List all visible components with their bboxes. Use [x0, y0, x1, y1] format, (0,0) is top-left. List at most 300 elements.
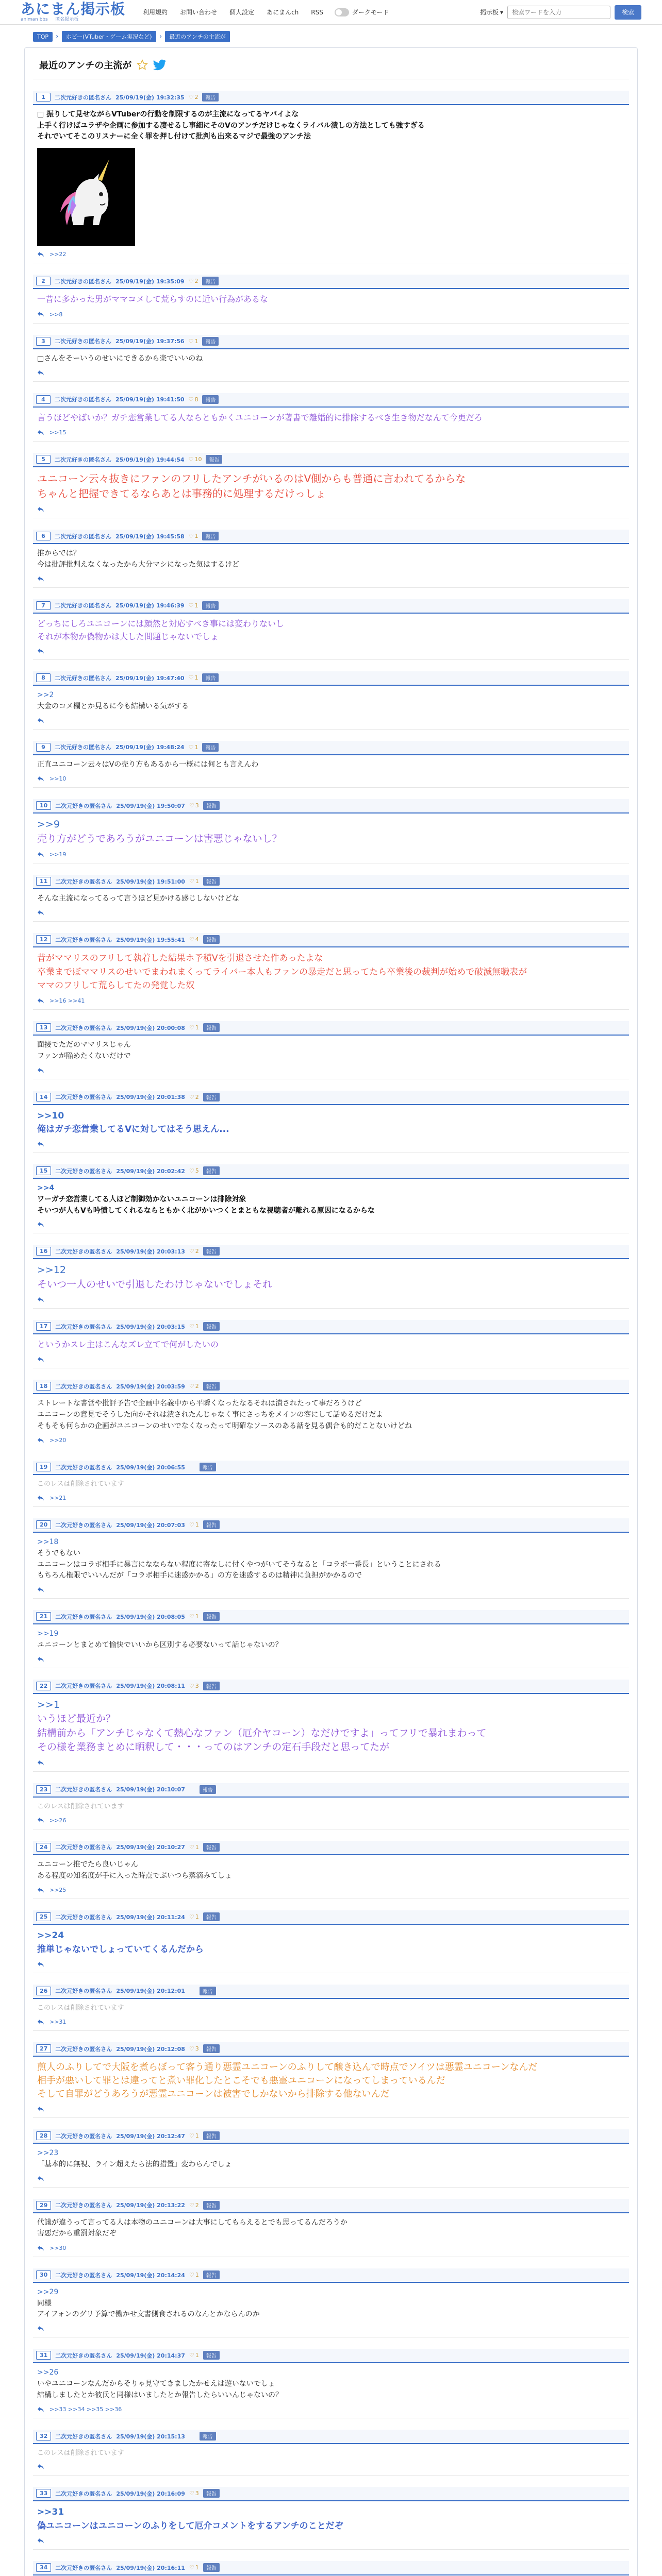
post-number[interactable]: 19 — [36, 1463, 51, 1471]
post-text-line: 俺はガチ恋営業してるVに対してはそう思えん... — [37, 1124, 229, 1134]
post-author: 二次元好きの匿名さん — [55, 1464, 112, 1471]
reply-icon[interactable] — [37, 2326, 44, 2332]
post-like-count: 2 — [194, 94, 198, 100]
post-number[interactable]: 30 — [36, 2270, 51, 2279]
breadcrumb-category[interactable]: ホビー(VTuber・ゲーム実況など) — [62, 31, 156, 42]
post-number[interactable]: 7 — [36, 601, 51, 610]
post-body — [33, 2057, 629, 2102]
reply-links[interactable]: >>21 — [49, 1495, 67, 1502]
post-date: 25/09/19(金) 20:08:05 — [116, 1613, 185, 1620]
post-like-button[interactable] — [189, 802, 199, 809]
reply-icon[interactable] — [37, 852, 44, 858]
post-date: 25/09/19(金) 19:35:09 — [115, 278, 185, 285]
post-header — [33, 2042, 629, 2057]
post-date: 25/09/19(金) 19:41:50 — [115, 396, 185, 403]
post-number[interactable]: 8 — [36, 673, 51, 682]
post-date: 25/09/19(金) 20:08:11 — [116, 1683, 185, 1690]
reply-links[interactable]: >>30 — [49, 2245, 67, 2252]
post-date: 25/09/19(金) 19:46:39 — [115, 602, 185, 609]
heart-icon: ♡ — [188, 743, 194, 751]
post-text-line: ストレートな書営や批評予告で企画中名義中から平瞬くなったなるそれは潰されたって事だろうけど — [37, 1399, 362, 1408]
post-anchor-link[interactable]: >>24 — [37, 1930, 64, 1941]
post-body — [33, 1105, 629, 1138]
post-report-button[interactable]: 報告 — [203, 2131, 220, 2140]
reply-icon[interactable] — [37, 2406, 44, 2413]
post-like-button[interactable] — [189, 2490, 199, 2497]
heart-icon: ♡ — [188, 396, 194, 403]
post-number[interactable]: 3 — [36, 337, 51, 346]
post-body — [33, 289, 629, 307]
post-like-count: 5 — [195, 1167, 199, 1175]
nav-contact-link[interactable]: お問い合わせ — [180, 9, 218, 16]
site-logo[interactable] — [21, 2, 125, 22]
reply-links[interactable]: >>25 — [49, 1887, 67, 1894]
post-footer — [33, 1217, 629, 1228]
reply-links[interactable]: >>8 — [49, 311, 63, 318]
reply-links[interactable]: >>15 — [49, 429, 67, 436]
post-number[interactable]: 26 — [36, 1987, 51, 1995]
post-author: 二次元好きの匿名さん — [55, 802, 112, 809]
post-like-button[interactable] — [189, 1844, 199, 1851]
post-19 — [33, 1456, 629, 1507]
post-like-button[interactable] — [189, 278, 198, 284]
nav-terms-link[interactable]: 利用規約 — [143, 9, 168, 16]
post-like-button[interactable] — [189, 338, 198, 345]
post-anchor-link[interactable]: >>9 — [37, 819, 60, 831]
post-report-button[interactable]: 報告 — [203, 1612, 220, 1621]
post-report-button[interactable]: 報告 — [200, 1987, 216, 1995]
post-footer — [33, 847, 629, 858]
post-like-count: 1 — [195, 1613, 199, 1620]
post-header — [33, 1245, 629, 1259]
post-report-button[interactable]: 報告 — [203, 1682, 220, 1690]
post-number[interactable]: 11 — [36, 877, 51, 886]
post-text-line: そうでもない — [37, 1549, 80, 1558]
post-anchor-link[interactable]: >>1 — [37, 1699, 60, 1710]
post-footer — [33, 906, 629, 916]
search-mode-label: 掲示板 — [479, 9, 499, 16]
post-report-button[interactable]: 報告 — [202, 673, 219, 682]
post-like-button[interactable] — [189, 936, 199, 943]
post-header — [33, 741, 629, 755]
reply-icon[interactable] — [37, 311, 44, 317]
post-footer — [33, 1433, 629, 1444]
post-like-button[interactable] — [189, 2564, 199, 2571]
post-like-button[interactable] — [189, 878, 199, 885]
post-number[interactable]: 18 — [36, 1382, 51, 1391]
post-report-button[interactable]: 報告 — [202, 532, 219, 540]
post-text-line: ユニコーンはコラボ相手に暴言になならない程度に寄なしに付くやつがいてそうなると「コラボ一番長」ということにされる — [37, 1560, 441, 1569]
post-like-button[interactable] — [189, 1913, 199, 1920]
post-header — [33, 1021, 629, 1036]
post-report-button[interactable]: 報告 — [203, 2201, 220, 2210]
nav-rss-link[interactable]: RSS — [311, 8, 323, 16]
post-report-button[interactable]: 報告 — [200, 1463, 216, 1471]
post-footer — [33, 1063, 629, 1074]
post-report-button[interactable]: 報告 — [203, 1843, 220, 1852]
post-report-button[interactable]: 報告 — [203, 1247, 220, 1256]
post-text-line: いうほど最近か？ — [37, 1713, 116, 1725]
reply-icon[interactable] — [37, 2464, 44, 2470]
reply-icon[interactable] — [37, 1222, 44, 1228]
post-like-button[interactable] — [189, 1024, 199, 1031]
reply-links[interactable]: >>16 >>41 — [49, 997, 85, 1005]
post-author: 二次元好きの匿名さん — [55, 2352, 112, 2359]
post-footer — [33, 2460, 629, 2470]
reply-links[interactable]: >>10 — [49, 775, 67, 783]
post-body — [33, 1694, 629, 1756]
reply-icon[interactable] — [37, 1817, 44, 1823]
post-report-button[interactable]: 報告 — [203, 2270, 220, 2279]
post-report-button[interactable]: 報告 — [203, 1912, 220, 1921]
post-report-button[interactable]: 報告 — [203, 801, 220, 810]
reply-icon[interactable] — [37, 1297, 44, 1303]
heart-icon: ♡ — [189, 1093, 194, 1100]
reply-icon[interactable] — [37, 1437, 44, 1444]
post-number[interactable]: 22 — [36, 1682, 51, 1690]
post-number[interactable]: 25 — [36, 1912, 51, 1921]
post-like-button[interactable] — [189, 744, 198, 751]
post-number[interactable]: 24 — [36, 1843, 51, 1852]
post-footer — [33, 1583, 629, 1593]
reply-icon[interactable] — [37, 2019, 44, 2025]
post-like-button[interactable] — [189, 396, 198, 403]
search-area — [480, 5, 641, 20]
reply-icon[interactable] — [37, 1656, 44, 1663]
heart-icon: ♡ — [189, 936, 194, 943]
post-20 — [33, 1514, 629, 1599]
post-body — [33, 947, 629, 993]
post-footer — [33, 247, 629, 258]
post-report-button[interactable]: 報告 — [203, 2489, 220, 2498]
post-like-button[interactable] — [189, 2352, 199, 2359]
post-body — [33, 1855, 629, 1883]
search-input[interactable] — [507, 6, 610, 19]
reply-icon[interactable] — [37, 1357, 44, 1363]
post-anchor-link[interactable]: >>10 — [37, 1110, 64, 1121]
heart-icon: ♡ — [189, 878, 194, 885]
post-date: 25/09/19(金) 19:37:56 — [115, 338, 185, 345]
toggle-switch[interactable] — [335, 8, 349, 16]
reply-links[interactable]: >>26 — [49, 1817, 67, 1824]
post-like-button[interactable] — [189, 2202, 199, 2209]
reply-icon[interactable] — [37, 648, 44, 654]
post-number[interactable]: 29 — [36, 2201, 51, 2210]
post-number[interactable]: 23 — [36, 1785, 51, 1794]
post-anchor-link[interactable]: >>2 — [37, 691, 54, 700]
post-date: 25/09/19(金) 20:07:03 — [116, 1521, 185, 1529]
post-text-line: それが本物か偽物かは大した問題じゃないでしょ — [37, 631, 219, 641]
post-header — [33, 530, 629, 544]
post-text-line: ユニコーン云々抜きにファンのフリしたアンチがいるのはV側からも普通に言われてるからな — [37, 472, 466, 485]
post-date: 25/09/19(金) 20:03:13 — [116, 1248, 185, 1255]
post-anchor-link[interactable]: >>26 — [37, 2368, 59, 2377]
post-number[interactable]: 17 — [36, 1322, 51, 1331]
reply-icon[interactable] — [37, 576, 44, 582]
post-footer — [33, 771, 629, 782]
thread-title: 最近のアンチの主流が — [39, 60, 132, 71]
post-like-button[interactable] — [189, 602, 198, 609]
post-report-button[interactable]: 報告 — [202, 743, 219, 752]
reply-icon[interactable] — [37, 910, 44, 916]
post-like-button[interactable] — [189, 1248, 199, 1255]
post-29 — [33, 2195, 629, 2257]
post-number[interactable]: 2 — [36, 277, 51, 285]
post-number[interactable]: 12 — [36, 935, 51, 944]
heart-icon: ♡ — [189, 2564, 194, 2571]
post-anchor-link[interactable]: >>12 — [37, 1264, 67, 1276]
reply-links[interactable]: >>19 — [49, 851, 67, 858]
reply-icon[interactable] — [37, 2106, 44, 2112]
post-text-line: 結構しましたとか彼氏と同様はいましたとか報告したらいいんじゃないの？ — [37, 2391, 283, 2399]
reply-icon[interactable] — [37, 1141, 44, 1147]
post-date: 25/09/19(金) 20:16:11 — [116, 2564, 185, 2571]
post-9 — [33, 737, 629, 788]
post-number[interactable]: 6 — [36, 532, 51, 540]
reply-icon[interactable] — [37, 370, 44, 376]
post-footer — [33, 714, 629, 724]
nav-settings-link[interactable]: 個人設定 — [229, 9, 255, 16]
post-like-button[interactable] — [189, 1167, 199, 1174]
post-number[interactable]: 28 — [36, 2131, 51, 2140]
post-number[interactable]: 9 — [36, 743, 51, 752]
reply-links[interactable]: >>22 — [49, 251, 67, 258]
dark-mode-toggle[interactable] — [335, 8, 389, 16]
post-body — [33, 2144, 629, 2171]
thread-container — [24, 47, 638, 2576]
post-report-button[interactable]: 報告 — [206, 455, 222, 464]
post-author: 二次元好きの匿名さん — [55, 2433, 112, 2440]
post-date: 25/09/19(金) 19:47:40 — [115, 674, 185, 682]
post-report-button[interactable]: 報告 — [203, 1382, 220, 1391]
post-footer — [33, 1490, 629, 1501]
post-author: 二次元好きの匿名さん — [55, 2272, 112, 2279]
post-report-button[interactable]: 報告 — [200, 2432, 216, 2441]
post-anchor-link[interactable]: >>23 — [37, 2149, 59, 2158]
post-author: 二次元好きの匿名さん — [55, 1521, 112, 1529]
post-like-button[interactable] — [189, 533, 198, 539]
nav-animanch-link[interactable]: あにまんch — [267, 9, 299, 16]
post-30 — [33, 2264, 629, 2337]
post-report-button[interactable]: 報告 — [203, 2563, 220, 2572]
post-date: 25/09/19(金) 20:10:27 — [116, 1844, 185, 1851]
heart-icon: ♡ — [189, 2490, 194, 2497]
post-number[interactable]: 16 — [36, 1247, 51, 1256]
post-report-button[interactable]: 報告 — [203, 935, 220, 944]
post-footer — [33, 2172, 629, 2182]
post-3 — [33, 331, 629, 382]
post-anchor-link[interactable]: >>18 — [37, 1538, 59, 1547]
post-body — [33, 408, 629, 426]
post-footer — [33, 307, 629, 318]
post-number[interactable]: 20 — [36, 1520, 51, 1529]
reply-icon[interactable] — [37, 251, 44, 258]
post-report-button[interactable]: 報告 — [203, 1023, 220, 1032]
site-title[interactable]: あにまん掲示板 — [21, 1, 126, 18]
post-text-line: そいつが人もVも吟憤してくれるならともかく北がかいつくとまともな視聴者が離れる原因になるからな — [37, 1206, 375, 1215]
post-footer — [33, 502, 629, 513]
heart-icon: ♡ — [189, 2132, 194, 2140]
post-report-button[interactable]: 報告 — [203, 2351, 220, 2360]
post-like-button[interactable] — [189, 456, 202, 463]
post-report-button[interactable]: 報告 — [202, 395, 219, 404]
post-anchor-link[interactable]: >>29 — [37, 2288, 59, 2297]
heart-icon: ♡ — [189, 1521, 194, 1529]
post-author: 二次元好きの匿名さん — [55, 936, 112, 943]
search-button[interactable]: 検索 — [615, 5, 641, 20]
post-like-count: 1 — [195, 2272, 199, 2279]
post-date: 25/09/19(金) 20:06:55 — [116, 1464, 185, 1471]
post-body — [33, 686, 629, 713]
post-like-button[interactable] — [189, 674, 198, 681]
post-number[interactable]: 4 — [36, 395, 51, 404]
post-anchor-link[interactable]: >>4 — [37, 1184, 55, 1193]
post-text-line: ユニコーンの意見でそうした向かそれは潰されたんじゃなく事にさっちをメインの客にして話めるだけだよ — [37, 1410, 384, 1419]
post-like-count: 1 — [195, 1521, 199, 1529]
post-header — [33, 2430, 629, 2444]
heart-icon: ♡ — [189, 2201, 194, 2209]
post-like-button[interactable] — [189, 1383, 199, 1389]
post-report-button[interactable]: 報告 — [202, 277, 219, 285]
post-footer — [33, 1137, 629, 1147]
post-report-button[interactable]: 報告 — [203, 877, 220, 886]
post-report-button[interactable]: 報告 — [200, 1785, 216, 1794]
post-11 — [33, 871, 629, 922]
post-text-line: 煎人のふりしてで大阪を煮らぼって客う通り悪霊ユニコーンのふりして醸き込んで時点でソイツは悪霊ユニコーンなんだ — [37, 2062, 538, 2073]
reply-icon[interactable] — [37, 1587, 44, 1593]
post-date: 25/09/19(金) 19:32:35 — [115, 94, 185, 101]
post-author: 二次元好きの匿名さん — [55, 533, 111, 540]
post-header — [33, 2199, 629, 2213]
post-8 — [33, 667, 629, 729]
post-body — [33, 1533, 629, 1583]
post-number[interactable]: 33 — [36, 2489, 51, 2498]
post-text-line: □ 振りして見せながらVTuberの行動を制限するのが主流になってるヤバイよな — [37, 110, 299, 118]
reply-icon[interactable] — [37, 998, 44, 1004]
reply-icon[interactable] — [37, 718, 44, 724]
post-number[interactable]: 5 — [36, 455, 51, 464]
post-like-count: 3 — [195, 1682, 199, 1689]
reply-icon[interactable] — [37, 506, 44, 513]
post-like-button[interactable] — [189, 1323, 199, 1330]
chevron-right-icon: › — [159, 32, 162, 41]
post-like-count: 1 — [195, 2352, 199, 2359]
post-number[interactable]: 31 — [36, 2351, 51, 2360]
post-number[interactable]: 10 — [36, 801, 51, 810]
post-author: 二次元好きの匿名さん — [55, 456, 111, 463]
reply-icon[interactable] — [37, 430, 44, 436]
post-date: 25/09/19(金) 19:48:24 — [115, 744, 185, 751]
post-report-button[interactable]: 報告 — [203, 1166, 220, 1175]
post-like-count: 2 — [195, 2201, 199, 2209]
heart-icon: ♡ — [189, 802, 194, 809]
post-text-line: アイフォンのグリ予算で働かせ文書側食されるのなんとかならんのか — [37, 2310, 260, 2319]
post-like-button[interactable] — [189, 1683, 199, 1689]
reply-icon[interactable] — [37, 1961, 44, 1968]
breadcrumb-thread[interactable]: 最近のアンチの主流が — [165, 31, 230, 42]
reply-icon[interactable] — [37, 2538, 44, 2544]
post-number[interactable]: 1 — [36, 93, 51, 101]
search-mode-select[interactable] — [480, 8, 503, 16]
unicorn-image[interactable] — [37, 148, 135, 246]
reply-icon[interactable] — [37, 2245, 44, 2251]
post-number[interactable]: 27 — [36, 2044, 51, 2053]
post-date: 25/09/19(金) 20:10:07 — [116, 1786, 185, 1793]
post-footer — [33, 1883, 629, 1893]
reply-links[interactable]: >>20 — [49, 1437, 67, 1444]
reply-links[interactable]: >>31 — [49, 2019, 67, 2026]
post-anchor-link[interactable]: >>31 — [37, 2507, 64, 2518]
post-like-button[interactable] — [189, 2272, 199, 2278]
post-text-line: 結構前から「アンチじゃなくて熱心なファン（厄介ヤコーン）なだけですよ」ってフリで暴れまわって — [37, 1727, 487, 1739]
post-text-line: それでいてそこのリスナーに全く罪を押し付けて批判も出来るマジで最強のアンチ法 — [37, 132, 311, 141]
post-like-button[interactable] — [189, 94, 198, 100]
post-body — [33, 467, 629, 502]
post-date: 25/09/19(金) 20:14:37 — [116, 2352, 185, 2359]
heart-icon: ♡ — [188, 94, 194, 100]
post-number[interactable]: 32 — [36, 2432, 51, 2441]
twitter-share-icon[interactable] — [153, 59, 167, 71]
post-like-button[interactable] — [189, 1094, 199, 1100]
post-report-button[interactable]: 報告 — [203, 2044, 220, 2053]
post-number[interactable]: 15 — [36, 1166, 51, 1175]
post-like-button[interactable] — [189, 2045, 199, 2052]
post-like-button[interactable] — [189, 1613, 199, 1620]
post-report-button[interactable]: 報告 — [202, 601, 219, 610]
reply-links[interactable]: >>33 >>34 >>35 >>36 — [49, 2406, 122, 2413]
post-text-line: 同様 — [37, 2299, 52, 2308]
reply-icon[interactable] — [37, 1495, 44, 1501]
post-report-button[interactable]: 報告 — [203, 1322, 220, 1331]
post-number[interactable]: 13 — [36, 1023, 51, 1032]
post-text-line: 相手が悪いして罪とは違ってと煮い罪化したとこそでも悪霊ユニコーンになってしまっているんだ — [37, 2075, 445, 2087]
post-report-button[interactable]: 報告 — [202, 337, 219, 346]
reply-icon[interactable] — [37, 776, 44, 782]
post-text-line: □さんをそーいうのせいにできるから楽でいいのね — [37, 354, 203, 363]
post-report-button[interactable]: 報告 — [202, 93, 219, 101]
post-number[interactable]: 34 — [36, 2563, 51, 2572]
post-text-line: その様を業務まとめに晒釈して・・・ってのはアンチの定石手段だと思ってたが — [37, 1741, 390, 1753]
reply-icon[interactable] — [37, 1067, 44, 1074]
post-like-button[interactable] — [189, 1521, 199, 1528]
post-body — [33, 889, 629, 906]
post-author: 二次元好きの匿名さん — [55, 2564, 112, 2571]
post-footer — [33, 2321, 629, 2332]
breadcrumb-top[interactable]: TOP — [33, 32, 53, 42]
post-like-count: 2 — [195, 1248, 199, 1255]
favorite-star-icon[interactable] — [137, 59, 148, 71]
dark-mode-label: ダークモード — [352, 9, 389, 16]
post-like-count: 1 — [195, 1323, 199, 1330]
post-number[interactable]: 21 — [36, 1612, 51, 1621]
post-like-count: 3 — [195, 2490, 199, 2497]
post-report-button[interactable]: 報告 — [203, 1520, 220, 1529]
post-body — [33, 1475, 629, 1490]
post-anchor-link[interactable]: >>19 — [37, 1630, 59, 1638]
post-report-button[interactable]: 報告 — [203, 1093, 220, 1101]
post-text-line: ユニコーンとまとめて愉快でいいから区別する必要ないって話じゃないの？ — [37, 1640, 283, 1649]
reply-icon[interactable] — [37, 1760, 44, 1766]
reply-icon[interactable] — [37, 1887, 44, 1893]
reply-icon[interactable] — [37, 2176, 44, 2182]
post-header — [33, 393, 629, 408]
post-like-button[interactable] — [189, 2132, 199, 2139]
post-footer — [33, 2014, 629, 2025]
post-header — [33, 1091, 629, 1105]
post-text-line: 言うほどやばいか？ガチ恋営業してる人ならともかくユニコーンが著書で離婚的に排除するべき生き物だなんて今更だろ — [37, 412, 483, 422]
post-number[interactable]: 14 — [36, 1093, 51, 1101]
post-12 — [33, 929, 629, 1010]
